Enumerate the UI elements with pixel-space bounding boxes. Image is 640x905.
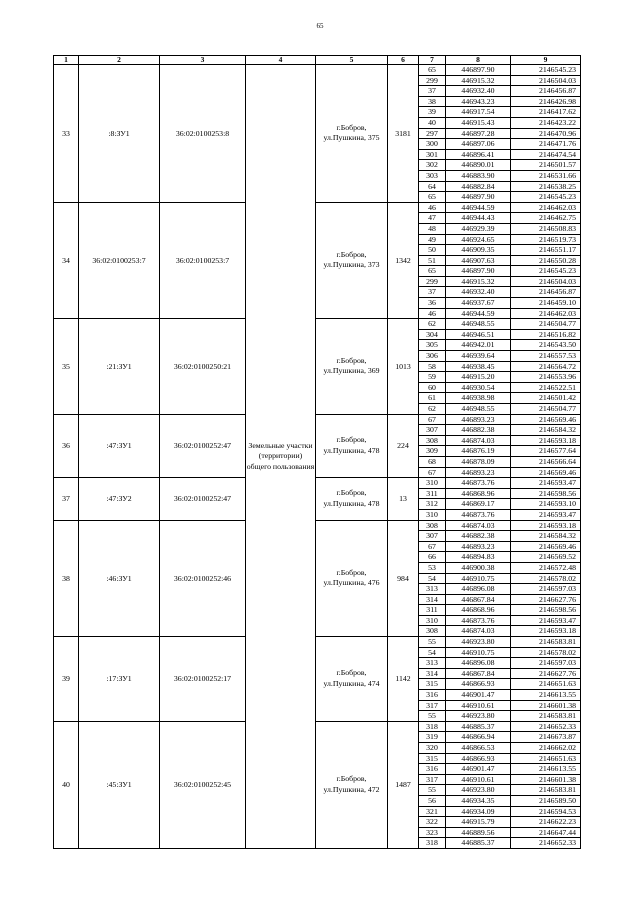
- coordinate-x: 446885.37: [446, 721, 511, 732]
- coordinate-y: 2146601.38: [511, 700, 581, 711]
- table-body: [54, 56, 581, 849]
- coordinate-y: 2146508.83: [511, 223, 581, 234]
- coordinate-y: 2146423.22: [511, 117, 581, 128]
- coordinate-y: 2146471.76: [511, 139, 581, 150]
- coordinate-y: 2146647.44: [511, 827, 581, 838]
- coordinate-x: 446885.37: [446, 838, 511, 849]
- area: 1342: [388, 202, 419, 319]
- coordinate-y: 2146583.81: [511, 637, 581, 648]
- coordinate-x: 446866.93: [446, 679, 511, 690]
- point-number: 55: [419, 637, 446, 648]
- coordinate-y: 2146462.75: [511, 213, 581, 224]
- point-number: 64: [419, 181, 446, 192]
- point-number: 321: [419, 806, 446, 817]
- point-number: 37: [419, 287, 446, 298]
- coordinate-y: 2146545.23: [511, 65, 581, 76]
- land-category: Земельные участки (территории) общего пользования: [246, 65, 316, 849]
- coordinate-y: 2146569.46: [511, 414, 581, 425]
- coordinate-x: 446873.76: [446, 509, 511, 520]
- cadastral-number: 36:02:0100250:21: [160, 319, 246, 414]
- coordinate-x: 446896.08: [446, 584, 511, 595]
- cadastral-number: 36:02:0100252:17: [160, 637, 246, 722]
- point-number: 40: [419, 117, 446, 128]
- coordinate-y: 2146627.76: [511, 668, 581, 679]
- coordinate-x: 446874.03: [446, 626, 511, 637]
- point-number: 312: [419, 499, 446, 510]
- record-number: 33: [54, 65, 79, 203]
- point-number: 55: [419, 711, 446, 722]
- table-row: [54, 520, 581, 531]
- plot-designation: :21:ЗУ1: [79, 319, 160, 414]
- point-number: 51: [419, 255, 446, 266]
- table-row: [54, 721, 581, 732]
- cadastral-number: 36:02:0100252:46: [160, 520, 246, 637]
- coordinate-y: 2146569.46: [511, 467, 581, 478]
- coordinate-x: 446910.75: [446, 647, 511, 658]
- column-header: 3: [160, 56, 246, 65]
- coordinate-x: 446937.67: [446, 298, 511, 309]
- point-number: 310: [419, 478, 446, 489]
- coordinate-y: 2146504.03: [511, 276, 581, 287]
- point-number: 323: [419, 827, 446, 838]
- coordinate-y: 2146577.64: [511, 446, 581, 457]
- coordinate-y: 2146652.33: [511, 721, 581, 732]
- coordinate-y: 2146516.82: [511, 329, 581, 340]
- coordinate-y: 2146550.28: [511, 255, 581, 266]
- coordinate-y: 2146557.53: [511, 351, 581, 362]
- coordinate-x: 446896.08: [446, 658, 511, 669]
- coordinate-y: 2146578.02: [511, 647, 581, 658]
- point-number: 299: [419, 75, 446, 86]
- coordinate-x: 446869.17: [446, 499, 511, 510]
- point-number: 308: [419, 435, 446, 446]
- area: 984: [388, 520, 419, 637]
- coordinate-x: 446924.65: [446, 234, 511, 245]
- coordinate-x: 446893.23: [446, 414, 511, 425]
- coordinates-table: [53, 55, 581, 849]
- point-number: 55: [419, 785, 446, 796]
- coordinate-y: 2146594.53: [511, 806, 581, 817]
- area: 1013: [388, 319, 419, 414]
- coordinate-x: 446932.40: [446, 287, 511, 298]
- coordinate-x: 446867.84: [446, 594, 511, 605]
- coordinate-x: 446874.03: [446, 435, 511, 446]
- coordinate-y: 2146651.63: [511, 679, 581, 690]
- coordinate-x: 446897.90: [446, 192, 511, 203]
- page-number: 65: [316, 22, 324, 30]
- point-number: 313: [419, 584, 446, 595]
- point-number: 299: [419, 276, 446, 287]
- coordinate-x: 446923.80: [446, 711, 511, 722]
- coordinate-y: 2146538.25: [511, 181, 581, 192]
- point-number: 54: [419, 573, 446, 584]
- coordinate-y: 2146597.03: [511, 584, 581, 595]
- coordinate-y: 2146583.81: [511, 785, 581, 796]
- coordinate-x: 446893.23: [446, 541, 511, 552]
- point-number: 314: [419, 668, 446, 679]
- cadastral-number: 36:02:0100253:8: [160, 65, 246, 203]
- coordinate-y: 2146504.77: [511, 319, 581, 330]
- header-row: [54, 56, 581, 65]
- coordinate-x: 446938.98: [446, 393, 511, 404]
- coordinate-y: 2146553.96: [511, 372, 581, 383]
- coordinate-x: 446930.54: [446, 382, 511, 393]
- coordinate-x: 446878.09: [446, 456, 511, 467]
- point-number: 67: [419, 414, 446, 425]
- coordinate-x: 446923.80: [446, 637, 511, 648]
- area: 13: [388, 478, 419, 520]
- point-number: 315: [419, 753, 446, 764]
- coordinate-x: 446868.96: [446, 605, 511, 616]
- address: г.Бобров, ул.Пушкина, 474: [316, 637, 388, 722]
- coordinate-y: 2146470.96: [511, 128, 581, 139]
- address: г.Бобров, ул.Пушкина, 472: [316, 721, 388, 848]
- coordinate-y: 2146531.66: [511, 170, 581, 181]
- coordinate-y: 2146519.73: [511, 234, 581, 245]
- coordinate-y: 2146601.38: [511, 774, 581, 785]
- coordinate-x: 446873.76: [446, 478, 511, 489]
- area: 3181: [388, 65, 419, 203]
- point-number: 302: [419, 160, 446, 171]
- plot-designation: :17:ЗУ1: [79, 637, 160, 722]
- point-number: 68: [419, 456, 446, 467]
- point-number: 308: [419, 626, 446, 637]
- coordinate-x: 446882.38: [446, 531, 511, 542]
- coordinate-y: 2146584.32: [511, 531, 581, 542]
- coordinate-x: 446866.93: [446, 753, 511, 764]
- point-number: 61: [419, 393, 446, 404]
- point-number: 314: [419, 594, 446, 605]
- cadastral-number: 36:02:0100252:47: [160, 414, 246, 478]
- table-row: [54, 319, 581, 330]
- coordinate-x: 446917.54: [446, 107, 511, 118]
- point-number: 53: [419, 562, 446, 573]
- coordinate-x: 446915.32: [446, 75, 511, 86]
- coordinate-x: 446915.79: [446, 817, 511, 828]
- coordinate-y: 2146598.56: [511, 488, 581, 499]
- coordinate-y: 2146504.77: [511, 404, 581, 415]
- column-header: 6: [388, 56, 419, 65]
- coordinate-x: 446915.43: [446, 117, 511, 128]
- point-number: 46: [419, 202, 446, 213]
- point-number: 36: [419, 298, 446, 309]
- coordinate-x: 446915.32: [446, 276, 511, 287]
- table-row: [54, 478, 581, 489]
- point-number: 58: [419, 361, 446, 372]
- table-row: [54, 414, 581, 425]
- coordinate-y: 2146622.23: [511, 817, 581, 828]
- coordinate-y: 2146522.51: [511, 382, 581, 393]
- point-number: 315: [419, 679, 446, 690]
- area: 1142: [388, 637, 419, 722]
- coordinate-x: 446894.83: [446, 552, 511, 563]
- coordinate-x: 446907.63: [446, 255, 511, 266]
- coordinate-x: 446868.96: [446, 488, 511, 499]
- coordinate-x: 446883.90: [446, 170, 511, 181]
- record-number: 34: [54, 202, 79, 319]
- cadastral-number: 36:02:0100252:45: [160, 721, 246, 848]
- coordinate-y: 2146593.10: [511, 499, 581, 510]
- record-number: 39: [54, 637, 79, 722]
- coordinate-y: 2146456.87: [511, 287, 581, 298]
- plot-designation: :46:ЗУ1: [79, 520, 160, 637]
- point-number: 38: [419, 96, 446, 107]
- address: г.Бобров, ул.Пушкина, 369: [316, 319, 388, 414]
- coordinate-x: 446938.45: [446, 361, 511, 372]
- record-number: 37: [54, 478, 79, 520]
- coordinate-x: 446882.84: [446, 181, 511, 192]
- coordinate-x: 446873.76: [446, 615, 511, 626]
- coordinate-y: 2146426.98: [511, 96, 581, 107]
- coordinate-x: 446915.20: [446, 372, 511, 383]
- coordinate-y: 2146652.33: [511, 838, 581, 849]
- point-number: 301: [419, 149, 446, 160]
- coordinate-y: 2146545.23: [511, 192, 581, 203]
- address: г.Бобров, ул.Пушкина, 476: [316, 520, 388, 637]
- coordinate-y: 2146613.55: [511, 764, 581, 775]
- coordinate-x: 446944.43: [446, 213, 511, 224]
- point-number: 311: [419, 488, 446, 499]
- coordinate-y: 2146598.56: [511, 605, 581, 616]
- coordinate-x: 446867.84: [446, 668, 511, 679]
- coordinate-x: 446876.19: [446, 446, 511, 457]
- coordinate-x: 446944.59: [446, 308, 511, 319]
- table-row: [54, 637, 581, 648]
- address: г.Бобров, ул.Пушкина, 373: [316, 202, 388, 319]
- point-number: 50: [419, 245, 446, 256]
- coordinate-x: 446923.80: [446, 785, 511, 796]
- coordinate-y: 2146597.03: [511, 658, 581, 669]
- coordinate-x: 446874.03: [446, 520, 511, 531]
- coordinate-y: 2146551.17: [511, 245, 581, 256]
- coordinate-x: 446934.35: [446, 795, 511, 806]
- point-number: 316: [419, 690, 446, 701]
- point-number: 311: [419, 605, 446, 616]
- point-number: 65: [419, 266, 446, 277]
- point-number: 317: [419, 774, 446, 785]
- point-number: 309: [419, 446, 446, 457]
- coordinate-y: 2146417.62: [511, 107, 581, 118]
- coordinate-y: 2146651.63: [511, 753, 581, 764]
- point-number: 318: [419, 838, 446, 849]
- coordinate-x: 446890.01: [446, 160, 511, 171]
- address: г.Бобров, ул.Пушкина, 478: [316, 478, 388, 520]
- coordinate-y: 2146589.50: [511, 795, 581, 806]
- coordinate-y: 2146462.03: [511, 202, 581, 213]
- coordinate-x: 446948.55: [446, 404, 511, 415]
- point-number: 67: [419, 467, 446, 478]
- coordinate-x: 446901.47: [446, 690, 511, 701]
- coordinate-x: 446944.59: [446, 202, 511, 213]
- coordinate-y: 2146627.76: [511, 594, 581, 605]
- coordinate-x: 446942.01: [446, 340, 511, 351]
- area: 1487: [388, 721, 419, 848]
- coordinate-y: 2146593.47: [511, 615, 581, 626]
- coordinate-y: 2146456.87: [511, 86, 581, 97]
- coordinate-x: 446901.47: [446, 764, 511, 775]
- plot-designation: :45:ЗУ1: [79, 721, 160, 848]
- coordinate-x: 446897.90: [446, 266, 511, 277]
- coordinate-y: 2146501.57: [511, 160, 581, 171]
- column-header: 4: [246, 56, 316, 65]
- point-number: 47: [419, 213, 446, 224]
- coordinate-x: 446948.55: [446, 319, 511, 330]
- coordinate-y: 2146569.46: [511, 541, 581, 552]
- coordinate-x: 446929.39: [446, 223, 511, 234]
- cadastral-number: 36:02:0100252:47: [160, 478, 246, 520]
- record-number: 40: [54, 721, 79, 848]
- plot-designation: 36:02:0100253:7: [79, 202, 160, 319]
- point-number: 316: [419, 764, 446, 775]
- coordinate-y: 2146593.47: [511, 478, 581, 489]
- point-number: 310: [419, 615, 446, 626]
- coordinate-x: 446866.94: [446, 732, 511, 743]
- coordinate-x: 446866.53: [446, 743, 511, 754]
- coordinate-x: 446934.09: [446, 806, 511, 817]
- coordinate-x: 446939.64: [446, 351, 511, 362]
- coordinate-y: 2146459.10: [511, 298, 581, 309]
- point-number: 319: [419, 732, 446, 743]
- coordinate-y: 2146569.52: [511, 552, 581, 563]
- point-number: 304: [419, 329, 446, 340]
- point-number: 65: [419, 192, 446, 203]
- point-number: 49: [419, 234, 446, 245]
- address: г.Бобров, ул.Пушкина, 375: [316, 65, 388, 203]
- coordinate-x: 446897.28: [446, 128, 511, 139]
- coordinate-x: 446897.06: [446, 139, 511, 150]
- coordinate-x: 446896.41: [446, 149, 511, 160]
- coordinate-x: 446943.23: [446, 96, 511, 107]
- column-header: 2: [79, 56, 160, 65]
- coordinate-x: 446910.61: [446, 700, 511, 711]
- point-number: 313: [419, 658, 446, 669]
- coordinate-y: 2146583.81: [511, 711, 581, 722]
- point-number: 46: [419, 308, 446, 319]
- cadastral-number: 36:02:0100253:7: [160, 202, 246, 319]
- column-header: 9: [511, 56, 581, 65]
- table-row: [54, 65, 581, 76]
- coordinate-y: 2146662.02: [511, 743, 581, 754]
- coordinate-x: 446946.51: [446, 329, 511, 340]
- record-number: 36: [54, 414, 79, 478]
- column-header: 5: [316, 56, 388, 65]
- point-number: 48: [419, 223, 446, 234]
- coordinate-y: 2146474.54: [511, 149, 581, 160]
- coordinate-y: 2146593.18: [511, 520, 581, 531]
- coordinate-x: 446910.75: [446, 573, 511, 584]
- coordinate-y: 2146613.55: [511, 690, 581, 701]
- coordinate-y: 2146501.42: [511, 393, 581, 404]
- point-number: 303: [419, 170, 446, 181]
- point-number: 310: [419, 509, 446, 520]
- point-number: 66: [419, 552, 446, 563]
- column-header: 1: [54, 56, 79, 65]
- coordinate-y: 2146673.87: [511, 732, 581, 743]
- table-row: [54, 202, 581, 213]
- point-number: 37: [419, 86, 446, 97]
- point-number: 318: [419, 721, 446, 732]
- coordinate-y: 2146572.48: [511, 562, 581, 573]
- point-number: 300: [419, 139, 446, 150]
- plot-designation: :47:ЗУ2: [79, 478, 160, 520]
- coordinate-y: 2146545.23: [511, 266, 581, 277]
- coordinate-x: 446889.56: [446, 827, 511, 838]
- point-number: 56: [419, 795, 446, 806]
- coordinate-x: 446909.35: [446, 245, 511, 256]
- area: 224: [388, 414, 419, 478]
- coordinate-x: 446910.61: [446, 774, 511, 785]
- point-number: 62: [419, 319, 446, 330]
- coordinate-x: 446893.23: [446, 467, 511, 478]
- point-number: 297: [419, 128, 446, 139]
- point-number: 322: [419, 817, 446, 828]
- plot-designation: :8:ЗУ1: [79, 65, 160, 203]
- point-number: 60: [419, 382, 446, 393]
- column-header: 7: [419, 56, 446, 65]
- point-number: 320: [419, 743, 446, 754]
- coordinate-y: 2146578.02: [511, 573, 581, 584]
- coordinate-y: 2146593.18: [511, 435, 581, 446]
- record-number: 38: [54, 520, 79, 637]
- point-number: 62: [419, 404, 446, 415]
- coordinate-x: 446882.38: [446, 425, 511, 436]
- point-number: 306: [419, 351, 446, 362]
- coordinate-x: 446897.90: [446, 65, 511, 76]
- point-number: 54: [419, 647, 446, 658]
- coordinate-x: 446932.40: [446, 86, 511, 97]
- point-number: 305: [419, 340, 446, 351]
- plot-designation: :47:ЗУ1: [79, 414, 160, 478]
- coordinate-x: 446900.38: [446, 562, 511, 573]
- address: г.Бобров, ул.Пушкина, 478: [316, 414, 388, 478]
- coordinate-y: 2146593.47: [511, 509, 581, 520]
- point-number: 317: [419, 700, 446, 711]
- coordinate-y: 2146566.64: [511, 456, 581, 467]
- record-number: 35: [54, 319, 79, 414]
- point-number: 59: [419, 372, 446, 383]
- point-number: 307: [419, 531, 446, 542]
- point-number: 39: [419, 107, 446, 118]
- point-number: 67: [419, 541, 446, 552]
- column-header: 8: [446, 56, 511, 65]
- coordinate-y: 2146564.72: [511, 361, 581, 372]
- coordinate-y: 2146543.50: [511, 340, 581, 351]
- coordinate-y: 2146584.32: [511, 425, 581, 436]
- point-number: 65: [419, 65, 446, 76]
- coordinate-y: 2146462.03: [511, 308, 581, 319]
- coordinate-y: 2146593.18: [511, 626, 581, 637]
- coordinate-y: 2146504.03: [511, 75, 581, 86]
- point-number: 307: [419, 425, 446, 436]
- point-number: 308: [419, 520, 446, 531]
